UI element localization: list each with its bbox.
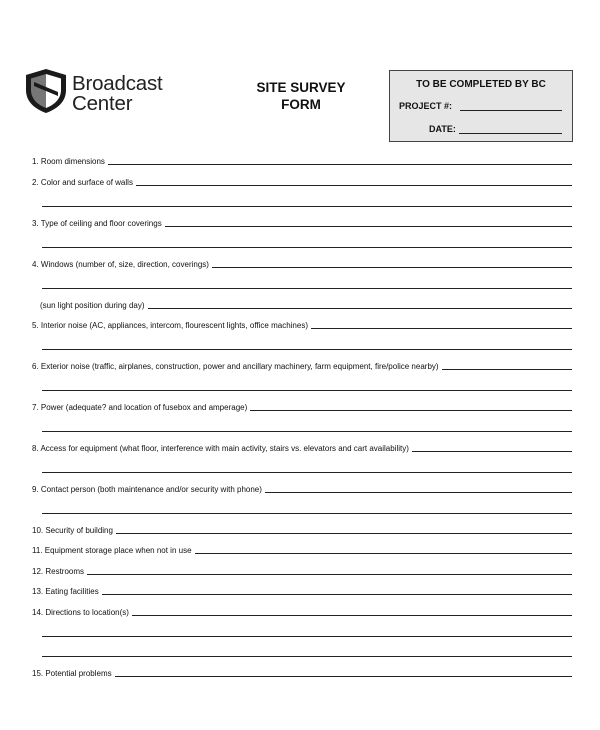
answer-line-extra[interactable]	[42, 656, 572, 657]
answer-line[interactable]	[116, 533, 572, 534]
answer-line[interactable]	[311, 328, 572, 329]
answer-line[interactable]	[108, 164, 572, 165]
question-walls	[32, 176, 572, 188]
bc-box-heading: TO BE COMPLETED BY BC	[416, 79, 546, 90]
question-label: (sun light position during day)	[40, 301, 145, 310]
form-title-line2: FORM	[281, 97, 321, 112]
question-label: 1. Room dimensions	[32, 157, 105, 166]
question-label: 12. Restrooms	[32, 567, 85, 576]
answer-line-extra[interactable]	[42, 390, 572, 391]
question-security	[32, 524, 572, 536]
date-label: DATE:	[429, 124, 456, 134]
answer-line[interactable]	[102, 594, 572, 595]
broadcast-center-logo	[24, 68, 194, 116]
question-room-dimensions	[32, 155, 572, 167]
question-label: 5. Interior noise (AC, appliances, intercom, flourescent lights, office machines)	[32, 321, 308, 330]
shield-icon	[24, 68, 68, 114]
project-number-field[interactable]	[460, 110, 562, 111]
question-label: 2. Color and surface of walls	[32, 178, 133, 187]
answer-line[interactable]	[442, 369, 572, 370]
date-row	[429, 124, 456, 134]
logo-text-line2: Center	[72, 92, 133, 115]
question-label: 14. Directions to location(s)	[32, 608, 129, 617]
question-label: 15. Potential problems	[32, 669, 112, 678]
answer-line[interactable]	[87, 574, 572, 575]
answer-line-extra[interactable]	[42, 247, 572, 248]
question-label: 6. Exterior noise (traffic, airplanes, construction, power and ancillary machinery, farm equipment, fire/police nearby)	[32, 362, 439, 371]
question-equipment-storage	[32, 544, 572, 556]
project-number-row	[399, 101, 452, 111]
question-interior-noise	[32, 319, 572, 331]
question-exterior-noise	[32, 360, 572, 372]
answer-line-extra[interactable]	[42, 206, 572, 207]
answer-line[interactable]	[212, 267, 572, 268]
question-power	[32, 401, 572, 413]
form-title	[236, 79, 366, 113]
answer-line[interactable]	[132, 615, 572, 616]
question-label: 9. Contact person (both maintenance and/or security with phone)	[32, 485, 262, 494]
answer-line[interactable]	[195, 553, 572, 554]
question-label: 4. Windows (number of, size, direction, coverings)	[32, 260, 209, 269]
answer-line-extra[interactable]	[42, 472, 572, 473]
question-label: 11. Equipment storage place when not in use	[32, 546, 192, 555]
question-label: 10. Security of building	[32, 526, 113, 535]
answer-line[interactable]	[250, 410, 572, 411]
question-sun-light	[40, 299, 572, 311]
question-label: 3. Type of ceiling and floor coverings	[32, 219, 162, 228]
question-access-equipment	[32, 442, 572, 454]
question-windows	[32, 258, 572, 270]
question-label: 7. Power (adequate? and location of fusebox and amperage)	[32, 403, 248, 412]
answer-line[interactable]	[412, 451, 572, 452]
question-restrooms	[32, 565, 572, 577]
question-directions	[32, 606, 572, 618]
question-potential-problems	[32, 667, 572, 679]
answer-line-extra[interactable]	[42, 288, 572, 289]
answer-line-extra[interactable]	[42, 349, 572, 350]
question-eating-facilities	[32, 585, 572, 597]
answer-line-extra[interactable]	[42, 636, 572, 637]
answer-line[interactable]	[165, 226, 572, 227]
date-field[interactable]	[459, 133, 562, 134]
answer-line[interactable]	[148, 308, 572, 309]
question-label: 13. Eating facilities	[32, 587, 99, 596]
question-label: 8. Access for equipment (what floor, interference with main activity, stairs vs. elevators and cart availability)	[32, 444, 409, 453]
answer-line-extra[interactable]	[42, 431, 572, 432]
answer-line-extra[interactable]	[42, 513, 572, 514]
bc-completion-box	[389, 70, 573, 142]
project-number-label: PROJECT #:	[399, 101, 453, 111]
question-contact-person	[32, 483, 572, 495]
answer-line[interactable]	[115, 676, 572, 677]
form-title-line1: SITE SURVEY	[256, 80, 346, 95]
answer-line[interactable]	[136, 185, 572, 186]
answer-line[interactable]	[265, 492, 572, 493]
question-ceiling-floor	[32, 217, 572, 229]
logo-text-line1: Broadcast	[72, 72, 163, 95]
